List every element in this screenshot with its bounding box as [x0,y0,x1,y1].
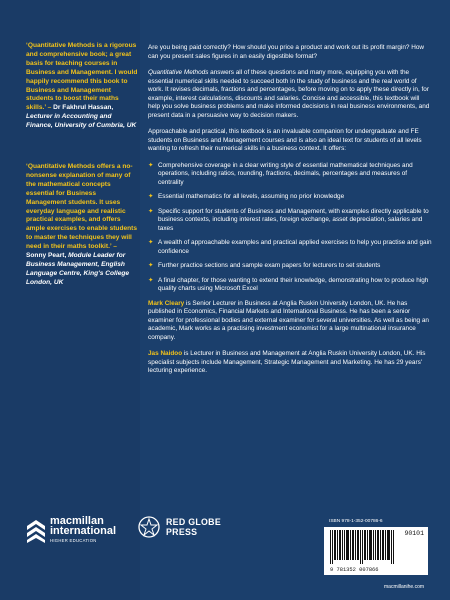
list-item [148,193,432,202]
intro-paragraph-3: Approachable and practical, this textbook is an invaluable companion for undergraduate and FE students on Business and Management courses and is also an ideal text for students of all levels wanting to refresh their numerical skills in a business context. It offers: [148,128,422,152]
testimonial-2 [26,163,138,288]
star-icon: ✦ [148,161,154,169]
author-name-2: Jas Naidoo [148,350,183,357]
publisher-line-1: macmillan [50,515,104,527]
author-bio-2 [148,350,432,376]
list-item-text: A wealth of approachable examples and practical applied exercises to help you practise and gain confidence [158,239,432,255]
star-icon: ✦ [148,276,154,284]
barcode-bars [330,530,396,564]
macmillan-mark-icon [26,518,46,544]
list-item-text: Specific support for students of Business and Management, with examples directly applicable to business contexts, including interest rates, foreign exchange, asset depreciation, salaries and taxes [158,207,429,232]
publisher-line-3: HIGHER EDUCATION [50,538,97,543]
testimonial-1-text: ‘Quantitative Methods is a rigorous and comprehensive book; a great basis for teaching courses in Business and Management. I would happily recommend this book to Business and Management students to boost their maths skills.’ – [26,42,138,112]
blurb [148,44,432,384]
imprint-line-2: PRESS [166,527,198,537]
list-item-text: Essential mathematics for all levels, assuming no prior knowledge [158,193,345,200]
globe-icon [138,516,160,538]
barcode-addon: 90101 [404,530,424,537]
star-icon: ✦ [148,193,154,200]
author-bio-1 [148,300,432,343]
author-name-1: Mark Cleary [148,299,185,307]
testimonial-2-affiliation: Module Leader for Business Management, English Language Centre, King's College London, UK [26,252,130,286]
testimonial-1-author: Dr Fakhrul Hassan, [53,104,114,112]
intro-paragraph-1: Are you being paid correctly? How should you price a product and work out its profit margin? How can you present sales figures in an easily digestible format? [148,44,425,60]
intro-paragraph-2-body: answers all of these questions and many more, equipping you with the essential numerical skills needed to succeed both in the study of business and the real world of work. It revises decimals, fractions and percentages, before moving on to apply these directly in, for example, interest calculations, discounts and salaries. Concise and accessible, this textbook will help you solve business problems and make informed decisions in real business environments, and present data in a persuasive way to decision makers. [148,69,430,119]
imprint-line-1: RED GLOBE [166,517,221,527]
testimonial-2-author: Sonny Peart, [26,252,67,260]
barcode [324,527,428,575]
testimonial-1 [26,42,138,131]
list-item-text: A final chapter, for those wanting to extend their knowledge, demonstrating how to produce high quality charts using Microsoft Excel [158,276,429,292]
book-title: Quantitative Methods [148,69,209,76]
author-bio-2-text: is Lecturer in Business and Management at Anglia Ruskin University London, UK. His specialist subjects include Management, Strategic Management and Marketing. He has 29 years' lecturing experience. [148,350,426,374]
testimonial-1-affiliation: Lecturer in Accounting and Finance, University of Cumbria, UK [26,113,137,130]
star-icon: ✦ [148,239,154,246]
star-icon: ✦ [148,207,154,215]
publisher-line-2: international [50,525,117,537]
list-item [148,262,432,271]
isbn-label: ISBN 978-1-352-00786-6 [329,519,383,524]
barcode-number: 9 781352 007866 [330,567,379,573]
list-item [148,208,432,234]
author-bio-1-text: is Senior Lecturer in Business at Anglia Ruskin University London, UK. He has published in Economics, Financial Markets and International Business. He has been a senior examiner for professional bodies and external examiner for several universities. As well as being an academic, Mark works as a practising investment economist for a large multinational insurance company. [148,299,429,341]
testimonial-2-text: ‘Quantitative Methods offers a no-nonsense explanation of many of the mathematical concepts essential for Business Management students. It uses everyday language and realistic practical examples, and offers ample exercises to enable students to master the techniques they will need in their maths toolkit.’ – [26,163,138,251]
list-item [148,239,432,256]
features-list [148,162,432,294]
red-globe-press-logo [138,516,228,548]
star-icon: ✦ [148,262,154,269]
publisher-website[interactable]: macmillanihe.com [384,584,425,590]
list-item [148,277,432,294]
list-item [148,162,432,188]
list-item-text: Further practice sections and sample exam papers for lecturers to set students [158,262,381,269]
list-item-text: Comprehensive coverage in a clear writing style of essential mathematical techniques and operations, including ratios, rounding, fractions, decimals, percentages and measures of centrality [158,161,413,186]
macmillan-logo [26,516,116,552]
intro-paragraph-2 [148,69,432,120]
